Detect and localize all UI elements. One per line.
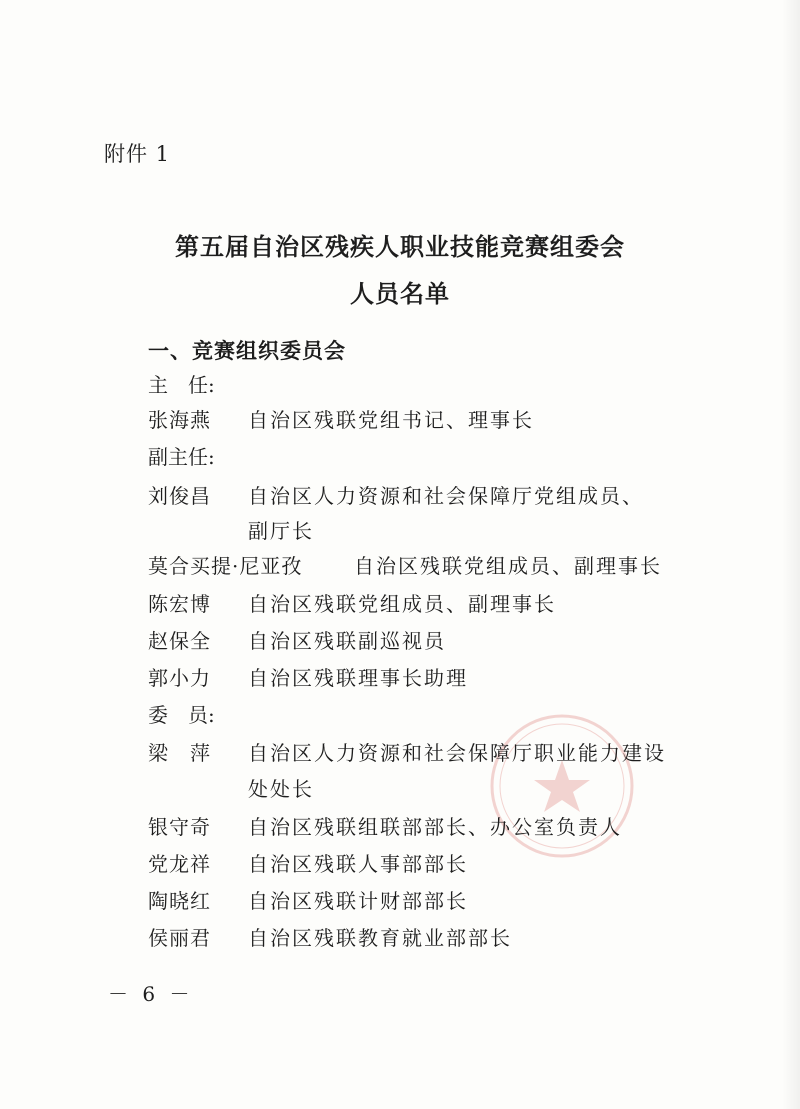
member-row bbox=[148, 849, 468, 883]
person-role: 自治区残联人事部部长 bbox=[248, 852, 468, 876]
page-number: － 6 － bbox=[108, 982, 194, 1006]
deputy-label-row bbox=[148, 442, 215, 476]
deputy-row bbox=[148, 626, 446, 660]
member-label: 委 员: bbox=[148, 703, 215, 727]
person-name: 陈宏博 bbox=[148, 592, 211, 616]
person-role-continuation: 副厅长 bbox=[248, 519, 314, 543]
person-role: 自治区残联计财部部长 bbox=[248, 889, 468, 913]
person-role: 自治区残联党组书记、理事长 bbox=[248, 408, 534, 432]
person-name: 党龙祥 bbox=[148, 852, 211, 876]
deputy-row bbox=[148, 663, 468, 697]
director-row bbox=[148, 405, 534, 439]
person-role: 自治区残联教育就业部部长 bbox=[248, 926, 512, 950]
member-row bbox=[148, 886, 468, 920]
person-role: 自治区人力资源和社会保障厅职业能力建设 bbox=[248, 741, 666, 765]
person-name: 赵保全 bbox=[148, 629, 211, 653]
deputy-label: 副主任: bbox=[148, 445, 215, 469]
person-name: 郭小力 bbox=[148, 666, 211, 690]
member-label-row bbox=[148, 700, 215, 734]
deputy-row bbox=[148, 551, 662, 585]
person-name: 张海燕 bbox=[148, 408, 211, 432]
director-label: 主 任: bbox=[148, 373, 215, 397]
attachment-label: 附件 1 bbox=[104, 142, 171, 166]
director-label-row bbox=[148, 370, 215, 404]
deputy-row bbox=[148, 589, 556, 623]
page-edge-shadow bbox=[782, 0, 800, 1109]
person-role: 自治区残联党组成员、副理事长 bbox=[354, 554, 662, 578]
person-role: 自治区残联副巡视员 bbox=[248, 629, 446, 653]
person-name: 陶晓红 bbox=[148, 889, 211, 913]
person-name: 莫合买提·尼亚孜 bbox=[148, 554, 303, 578]
person-role: 自治区残联党组成员、副理事长 bbox=[248, 592, 556, 616]
person-role-continuation: 处处长 bbox=[248, 777, 314, 801]
member-row bbox=[148, 923, 512, 957]
person-role: 自治区残联理事长助理 bbox=[248, 666, 468, 690]
person-name: 侯丽君 bbox=[148, 926, 211, 950]
document-title-line1: 第五届自治区残疾人职业技能竞赛组委会 bbox=[175, 233, 625, 261]
document-title-line2: 人员名单 bbox=[350, 280, 450, 308]
person-name: 刘俊昌 bbox=[148, 484, 211, 508]
deputy-row bbox=[148, 481, 644, 515]
member-row bbox=[148, 812, 622, 846]
member-row bbox=[148, 738, 666, 772]
person-name: 银守奇 bbox=[148, 815, 211, 839]
person-name: 梁 萍 bbox=[148, 741, 211, 765]
section1-heading: 一、竞赛组织委员会 bbox=[148, 339, 346, 363]
person-role: 自治区残联组联部部长、办公室负责人 bbox=[248, 815, 622, 839]
person-role: 自治区人力资源和社会保障厅党组成员、 bbox=[248, 484, 644, 508]
